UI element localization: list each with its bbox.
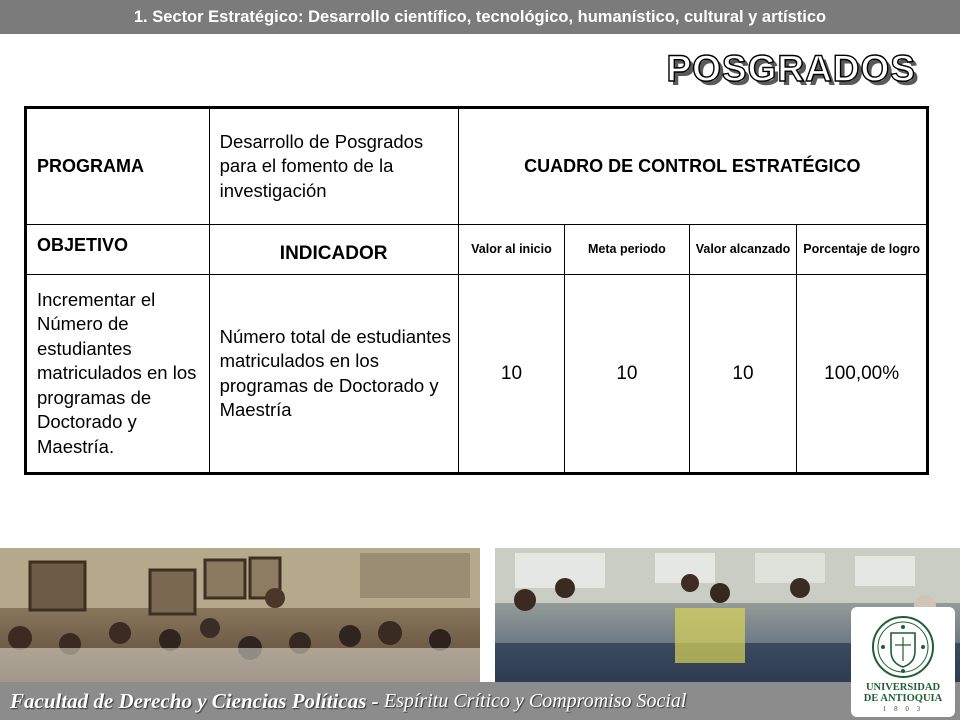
university-name: [864, 682, 942, 704]
valor-inicio-cell: 10: [458, 275, 564, 474]
indicador-label: INDICADOR: [209, 225, 458, 275]
sector-text: 1. Sector Estratégico: Desarrollo científico, tecnológico, humanístico, cultural y artístico: [133, 7, 827, 26]
objetivo-label: OBJETIVO: [26, 225, 210, 275]
table-row: [26, 275, 928, 474]
column-header: Meta periodo: [565, 225, 689, 275]
column-header: Valor alcanzado: [689, 225, 797, 275]
page-title: POSGRADOS: [666, 48, 916, 89]
programa-label: PROGRAMA: [26, 108, 210, 225]
university-logo: [851, 607, 955, 717]
column-header: Valor al inicio: [458, 225, 564, 275]
column-header: Porcentaje de logro: [797, 225, 928, 275]
program-row: [26, 108, 928, 225]
classroom-photo-left: [0, 548, 480, 682]
photo-strip: [0, 548, 960, 682]
indicador-cell: Número total de estudiantes matriculados en los programas de Doctorado y Maestría: [209, 275, 458, 474]
strategic-control-table: [24, 106, 929, 475]
logo-year: 1 8 0 3: [882, 705, 924, 714]
porcentaje-logro-cell: 100,00%: [797, 275, 928, 474]
university-seal-icon: [871, 615, 935, 679]
footer-separator: -: [366, 688, 384, 713]
logo-line1: UNIVERSIDAD: [865, 682, 941, 693]
valor-alcanzado-cell: 10: [689, 275, 797, 474]
faculty-motto: Espíritu Crítico y Compromiso Social: [383, 689, 687, 712]
footer-bar: [0, 682, 960, 720]
control-title: CUADRO DE CONTROL ESTRATÉGICO: [458, 108, 927, 225]
objetivo-cell: Incrementar el Número de estudiantes matriculados en los programas de Doctorado y Maestría.: [26, 275, 210, 474]
logo-line2: DE ANTIOQUIA: [863, 693, 943, 705]
sector-header: [0, 0, 960, 34]
programa-value: Desarrollo de Posgrados para el fomento de la investigación: [209, 108, 458, 225]
meta-periodo-cell: 10: [565, 275, 689, 474]
header-row: [26, 225, 928, 275]
faculty-name: Facultad de Derecho y Ciencias Políticas: [10, 688, 367, 713]
